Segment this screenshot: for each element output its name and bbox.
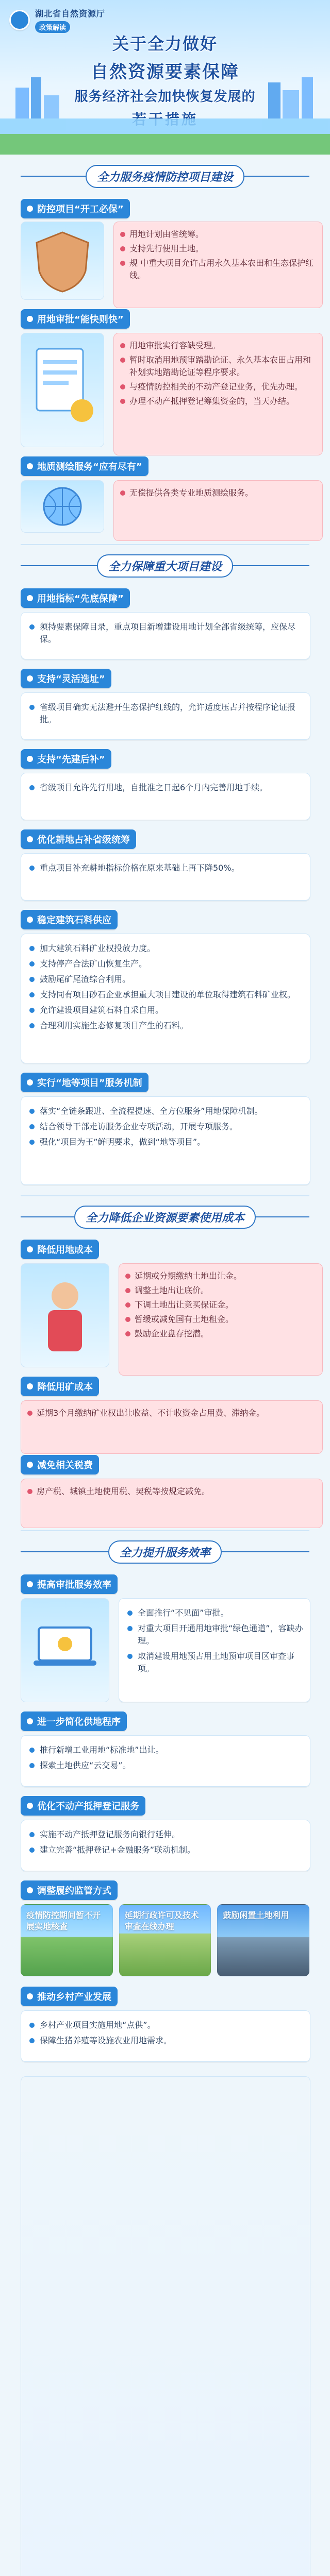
content-box [113,480,323,541]
subsection-label [21,1455,99,1475]
subsection-title: 用地审批“能快则快” [37,314,124,325]
bullet-icon [29,1109,35,1114]
subsection-title: 减免相关税费 [37,1460,93,1471]
list-text: 规 中重大项目允许占用永久基本农田和生态保护红线。 [129,258,314,280]
list-item [29,1828,310,1841]
content-card [21,2010,310,2062]
subsection-label [21,588,130,608]
section-header-1 [21,165,309,188]
subsection-label [21,1377,99,1396]
content-card [21,1820,310,1871]
list-item [29,1744,310,1756]
list-item [29,621,310,646]
list-item [29,1759,310,1772]
bullet-icon [27,1718,33,1724]
list-text: 延期3个月缴纳矿业权出让收益、不计收资金占用费、滞纳金。 [37,1408,265,1418]
section-header-3 [21,1206,309,1228]
subsection-label [21,309,130,329]
bullet-icon [120,261,125,266]
bullet-icon [29,1008,35,1013]
photo-caption: 延期行政许可及技术审查在线办理 [124,1910,199,1931]
bullet-icon [29,866,35,871]
section-title: 全力降低企业资源要素使用成本 [74,1206,256,1229]
subsection-label [21,1073,148,1092]
list-text: 调整土地出让底价。 [135,1285,209,1295]
list-item [29,1844,310,1856]
bullet-icon [29,1848,35,1853]
bullet-icon [29,785,35,790]
list-text: 全面推行“不见面”审批。 [138,1608,229,1618]
list-item [27,1485,316,1498]
list-item [29,1020,310,1032]
list-item [29,862,310,874]
list-text: 推行新增工业用地“标准地”出让。 [40,1745,164,1755]
bullet-icon [127,1626,133,1631]
bullet-list [29,1097,318,1157]
bullet-list [29,934,318,1040]
list-text: 下调土地出让竞买保证金。 [135,1300,234,1310]
bullet-icon [27,1803,33,1809]
content-card [21,612,310,659]
divider [21,1530,309,1531]
list-text: 用地计划由省统筹。 [129,229,204,239]
bullet-icon [27,1489,32,1494]
bullet-icon [125,1274,130,1279]
bullet-icon [120,490,125,496]
bullet-icon [125,1317,130,1322]
list-item [29,942,310,955]
bullet-icon [29,2038,35,2043]
list-text: 重点项目补充耕地指标价格在原来基础上再下降50%。 [40,863,240,873]
bullet-icon [27,675,33,682]
list-item [29,2019,310,2031]
list-item [29,1136,310,1148]
photo-caption: 鼓励闲置土地利用 [223,1910,289,1920]
bullet-icon [27,1079,33,1086]
section-title: 全力提升服务效率 [108,1540,222,1564]
bullet-icon [29,961,35,967]
list-item [127,1622,310,1647]
bullet-icon [29,705,35,710]
subsection-title: 降低用地成本 [37,1245,93,1256]
content-card [21,773,310,820]
divider [21,1195,309,1196]
bullet-list [29,773,318,802]
city-skyline-illustration [0,0,330,155]
list-text: 实施不动产抵押登记服务向银行延伸。 [40,1829,180,1839]
bullet-icon [29,946,35,951]
bullet-icon [27,316,33,322]
bullet-icon [27,1462,33,1468]
bullet-icon [29,977,35,982]
subsection-title: 降低用矿成本 [37,1382,93,1393]
bullet-icon [120,358,125,363]
content-box [113,222,323,308]
list-item [120,340,316,352]
list-item [120,257,316,282]
list-item [125,1284,316,1297]
subsection-label [21,1796,145,1816]
subsection-label [21,829,136,849]
bullet-icon [27,756,33,762]
list-text: 允许建设项目建筑石料自采自用。 [40,1005,164,1015]
map-illustration [21,480,104,533]
subsection-label [21,910,118,929]
list-item [29,958,310,970]
subsection-label [21,1880,118,1900]
list-item [29,701,310,726]
list-text: 与疫情防控相关的不动产登记业务，优先办理。 [129,382,303,392]
content-card [119,1598,310,1702]
bullet-icon [29,1124,35,1129]
content-box [21,1479,323,1528]
content-box [113,333,323,455]
bullet-icon [27,1887,33,1893]
list-text: 鼓励企业盘存挖潜。 [135,1329,209,1338]
list-text: 无偿提供各类专业地质测绘服务。 [129,488,254,498]
list-text: 加大建筑石料矿业权投放力度。 [40,943,156,953]
subsection-label [21,669,111,688]
column-tag: 政策解读 [35,21,70,33]
list-text: 保障生猪养殖等设施农业用地需求。 [40,2036,172,2045]
list-text: 省级项目确实无法避开生态保护红线的，允许适度压占并按程序论证报批。 [40,702,296,724]
section-header-2 [21,554,309,577]
content-card [21,692,310,740]
photo-card [21,1904,113,1976]
list-text: 办理不动产抵押登记筹集资金的，当天办结。 [129,396,295,406]
list-text: 房产税、城镇土地使用税、契税等按规定减免。 [37,1486,210,1496]
subsection-title: 用地指标“先底保障” [37,594,124,604]
bullet-icon [29,1023,35,1028]
bullet-icon [120,246,125,251]
subsection-label [21,749,111,769]
bullet-list [29,854,318,883]
subsection-title: 支持“先建后补” [37,754,105,765]
documents-illustration [21,333,104,447]
bullet-icon [27,836,33,842]
bullet-icon [125,1288,130,1293]
list-item [120,243,316,255]
bullet-icon [29,992,35,997]
list-text: 暂时取消用地预审踏勘论证、永久基本农田占用和补划实地踏勘论证等程序要求。 [129,355,311,377]
section-header-4 [21,1540,309,1563]
bullet-icon [27,1411,32,1416]
subsection-title: 支持“灵活选址” [37,674,105,685]
list-item [125,1313,316,1326]
subsection-title: 实行“地等项目”服务机制 [37,1078,142,1089]
bullet-icon [27,917,33,923]
bullet-icon [120,232,125,237]
bullet-icon [27,206,33,212]
bullet-icon [29,1748,35,1753]
bullet-icon [27,1246,33,1252]
list-text: 落实“全链条跟进、全流程提速、全方位服务”用地保障机制。 [40,1106,263,1116]
bullet-icon [27,463,33,469]
list-item [120,381,316,393]
list-item [29,2035,310,2047]
subsection-title: 进一步简化供地程序 [37,1717,121,1727]
list-item [29,782,310,794]
bullet-list [29,2011,318,2055]
laptop-illustration [21,1598,109,1702]
bullet-icon [125,1302,130,1308]
list-text: 结合领导干部走访服务企业专项活动，开展专项服务。 [40,1122,238,1131]
list-text: 省级项目允许先行用地，自批准之日起6个月内完善用地手续。 [40,783,268,792]
subsection-label [21,1711,127,1731]
list-text: 延期或分期缴纳土地出让金。 [135,1271,242,1281]
bullet-icon [29,2023,35,2028]
bullet-icon [29,624,35,630]
list-item [29,989,310,1001]
content-card [21,853,310,901]
list-item [120,354,316,379]
bullet-icon [125,1331,130,1336]
list-item [120,395,316,408]
list-text: 支持停产合法矿山恢复生产。 [40,959,147,969]
person-icon [21,1264,109,1367]
list-item [120,487,316,499]
documents-icon [21,333,104,447]
list-item [127,1607,310,1619]
content-card [21,1735,310,1787]
bullet-list [29,693,318,734]
title-line: 关于全力做好 [112,35,218,53]
subsection-title: 稳定建筑石料供应 [37,915,111,926]
subsection-title: 调整履约监管方式 [37,1886,111,1896]
list-text: 取消建设用地预占用土地预审项目区审查事项。 [138,1651,295,1673]
list-text: 对重大项目开通用地审批“绿色通道”，容缺办理。 [138,1623,303,1646]
list-text: 建立完善“抵押登记+金融服务”联动机制。 [40,1845,195,1855]
content-card [21,1096,310,1185]
subsection-title: 优化不动产抵押登记服务 [37,1801,139,1812]
bullet-list [29,1820,318,1865]
subsection-label [21,1240,99,1259]
shield-icon [21,222,104,299]
bullet-list [29,613,318,654]
bullet-icon [29,1832,35,1837]
divider [21,544,309,545]
photo-card [217,1904,309,1976]
bullet-list [29,1736,318,1780]
title-line: 自然资源要素保障 [91,62,239,82]
subsection-label [21,1574,118,1594]
bullet-icon [127,1611,133,1616]
laptop-icon [21,1599,109,1702]
list-text: 暂缓或减免国有土地租金。 [135,1314,234,1324]
hero-header [0,0,330,155]
bullet-icon [29,1140,35,1145]
bullet-icon [27,1581,33,1587]
list-item [29,1105,310,1117]
bullet-icon [27,1383,33,1389]
photo-caption: 疫情防控期间暂不开展实地核查 [26,1910,101,1931]
bullet-icon [29,1763,35,1768]
list-text: 须持要素保障目录，重点项目新增建设用地计划全部省级统筹，应保尽保。 [40,622,296,644]
list-text: 乡村产业项目实施用地“点供”。 [40,2020,156,2030]
background-decoration [21,2076,310,2576]
person-illustration [21,1263,109,1367]
list-item [120,228,316,241]
subsection-title: 地质测绘服务“应有尽有” [37,462,142,472]
bullet-icon [120,343,125,348]
bullet-icon [120,399,125,404]
content-card [21,934,310,1063]
org-name: 湖北省自然资源厅 [35,9,106,19]
section-title: 全力服务疫情防控项目建设 [86,165,244,188]
subsection-title: 优化耕地占补省级统筹 [37,835,130,845]
subsection-title: 提高审批服务效率 [37,1580,111,1590]
list-text: 强化“项目为王”鲜明要求，做到“地等项目”。 [40,1137,206,1147]
list-text: 合理利用实施生态修复项目产生的石料。 [40,1021,189,1030]
title-line: 服务经济社会加快恢复发展的 [74,89,256,104]
list-item [29,973,310,986]
subsection-title: 推动乡村产业发展 [37,1992,111,2003]
list-item [125,1328,316,1340]
photo-row [21,1904,309,1976]
list-text: 支持先行使用土地。 [129,244,204,253]
bullet-icon [120,384,125,389]
content-box [21,1400,323,1454]
list-item [127,1650,310,1675]
subsection-label [21,456,148,476]
subsection-label [21,1987,118,2006]
list-item [125,1299,316,1311]
bullet-icon [127,1654,133,1659]
list-item [29,1121,310,1133]
list-item [29,1004,310,1016]
list-text: 支持同有项目砂石企业承担重大项目建设的单位取得建筑石料矿业权。 [40,990,296,999]
section-title: 全力保障重大项目建设 [97,554,233,578]
list-item [125,1270,316,1282]
list-text: 鼓励尾矿尾渣综合利用。 [40,974,131,984]
list-item [27,1407,316,1419]
content-box [119,1263,323,1376]
list-text: 探索土地供应“云交易”。 [40,1760,131,1770]
subsection-label [21,199,130,218]
list-text: 用地审批实行容缺受理。 [129,341,221,350]
bullet-list [127,1599,318,1683]
shield-illustration [21,222,104,300]
bullet-icon [27,1993,33,1999]
bullet-icon [27,595,33,601]
photo-card [119,1904,211,1976]
subsection-title: 防控项目“开工必保” [37,204,124,215]
globe-icon [21,481,104,532]
